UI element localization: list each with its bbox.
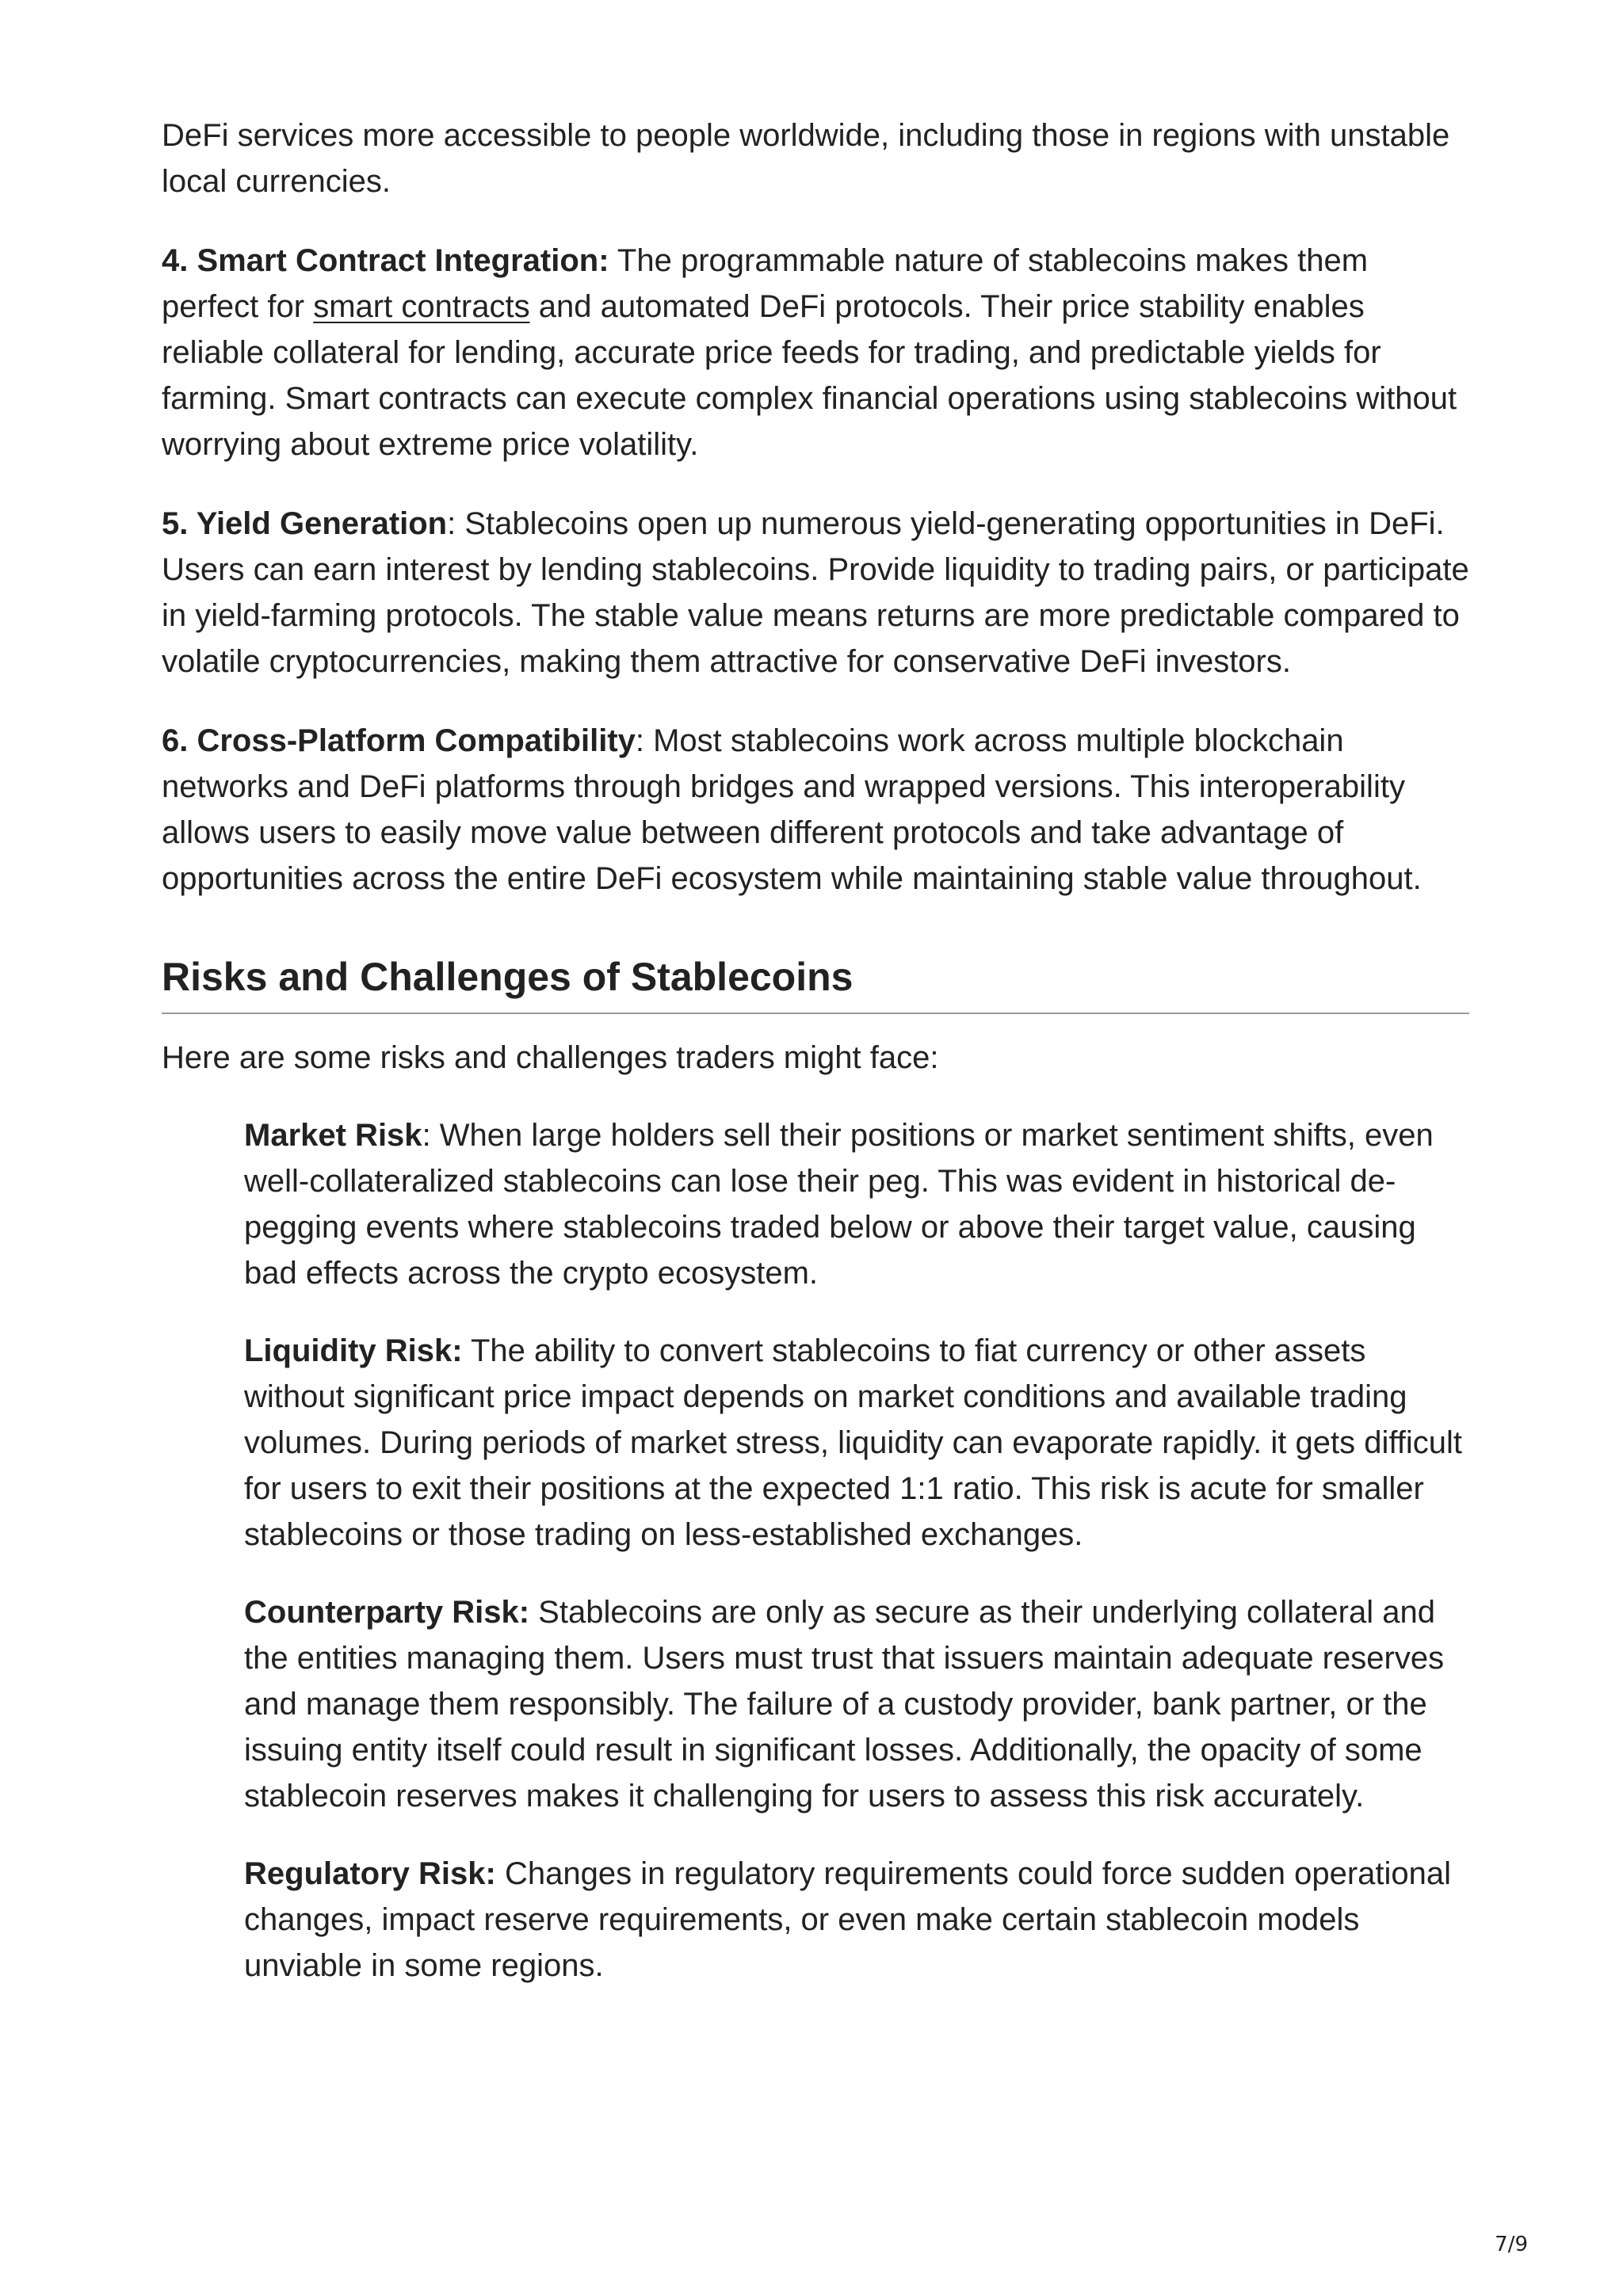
page-number: 7/9 bbox=[1495, 2233, 1528, 2256]
section-heading: Risks and Challenges of Stablecoins bbox=[162, 952, 1469, 1014]
paragraph-accessibility-continued: DeFi services more accessible to people worldwide, including those in regions with unstable local currencies. bbox=[162, 118, 1450, 199]
section-intro: Here are some risks and challenges traders might face: bbox=[162, 1040, 939, 1075]
item-title: 4. Smart Contract Integration: bbox=[162, 243, 609, 278]
item-title: 6. Cross-Platform Compatibility bbox=[162, 723, 636, 758]
risks-list bbox=[162, 1112, 1469, 1989]
paragraph-yield-generation: 5. Yield Generation: Stablecoins open up numerous yield-generating opportunities in DeFi. Users can earn interest by lending stablecoins. Provide liquidity to trading pairs, or participate in yield-farming protocols. The stable value means returns are more predictable compared to volatile cryptocurrencies, making them attractive for conservative DeFi investors. bbox=[162, 506, 1469, 679]
risk-item-market: Market Risk: When large holders sell their positions or market sentiment shifts, even well-collateralized stablecoins can lose their peg. This was evident in historical de-pegging events where stablecoins traded below or above their target value, causing bad effects across the crypto ecosystem. bbox=[244, 1118, 1434, 1291]
item-title: 5. Yield Generation bbox=[162, 506, 448, 541]
paragraph-cross-platform-compatibility: 6. Cross-Platform Compatibility: Most stablecoins work across multiple blockchain networks and DeFi platforms through bridges and wrapped versions. This interoperability allows users to easily move value between different protocols and take advantage of opportunities across the entire DeFi ecosystem while maintaining stable value throughout. bbox=[162, 723, 1422, 896]
smart-contracts-link[interactable]: smart contracts bbox=[313, 289, 530, 324]
risk-item-regulatory: Regulatory Risk: Changes in regulatory requirements could force sudden operational changes, impact reserve requirements, or even make certain stablecoin models unviable in some regions. bbox=[244, 1856, 1452, 1983]
risk-item-liquidity: Liquidity Risk: The ability to convert stablecoins to fiat currency or other assets without significant price impact depends on market conditions and available trading volumes. During periods of market stress, liquidity can evaporate rapidly. it gets difficult for users to exit their positions at the expected 1:1 ratio. This risk is acute for smaller stablecoins or those trading on less-established exchanges. bbox=[244, 1333, 1462, 1552]
risk-title: Counterparty Risk: bbox=[244, 1595, 530, 1630]
risk-title: Regulatory Risk: bbox=[244, 1856, 496, 1891]
risk-title: Liquidity Risk: bbox=[244, 1333, 463, 1368]
paragraph-smart-contract-integration: 4. Smart Contract Integration: The programmable nature of stablecoins makes them perfect for smart contracts and automated DeFi protocols. Their price stability enables reliable collateral for lending, accurate price feeds for trading, and predictable yields for farming. Smart contracts can execute complex financial operations using stablecoins without worrying about extreme price volatility. bbox=[162, 243, 1457, 462]
risk-item-counterparty: Counterparty Risk: Stablecoins are only as secure as their underlying collateral and the entities managing them. Users must trust that issuers maintain adequate reserves and manage them responsibly. The failure of a custody provider, bank partner, or the issuing entity itself could result in significant losses. Additionally, the opacity of some stablecoin reserves makes it challenging for users to assess this risk accurately. bbox=[244, 1595, 1445, 1814]
risk-title: Market Risk bbox=[244, 1118, 422, 1153]
article-body bbox=[162, 113, 1469, 2020]
